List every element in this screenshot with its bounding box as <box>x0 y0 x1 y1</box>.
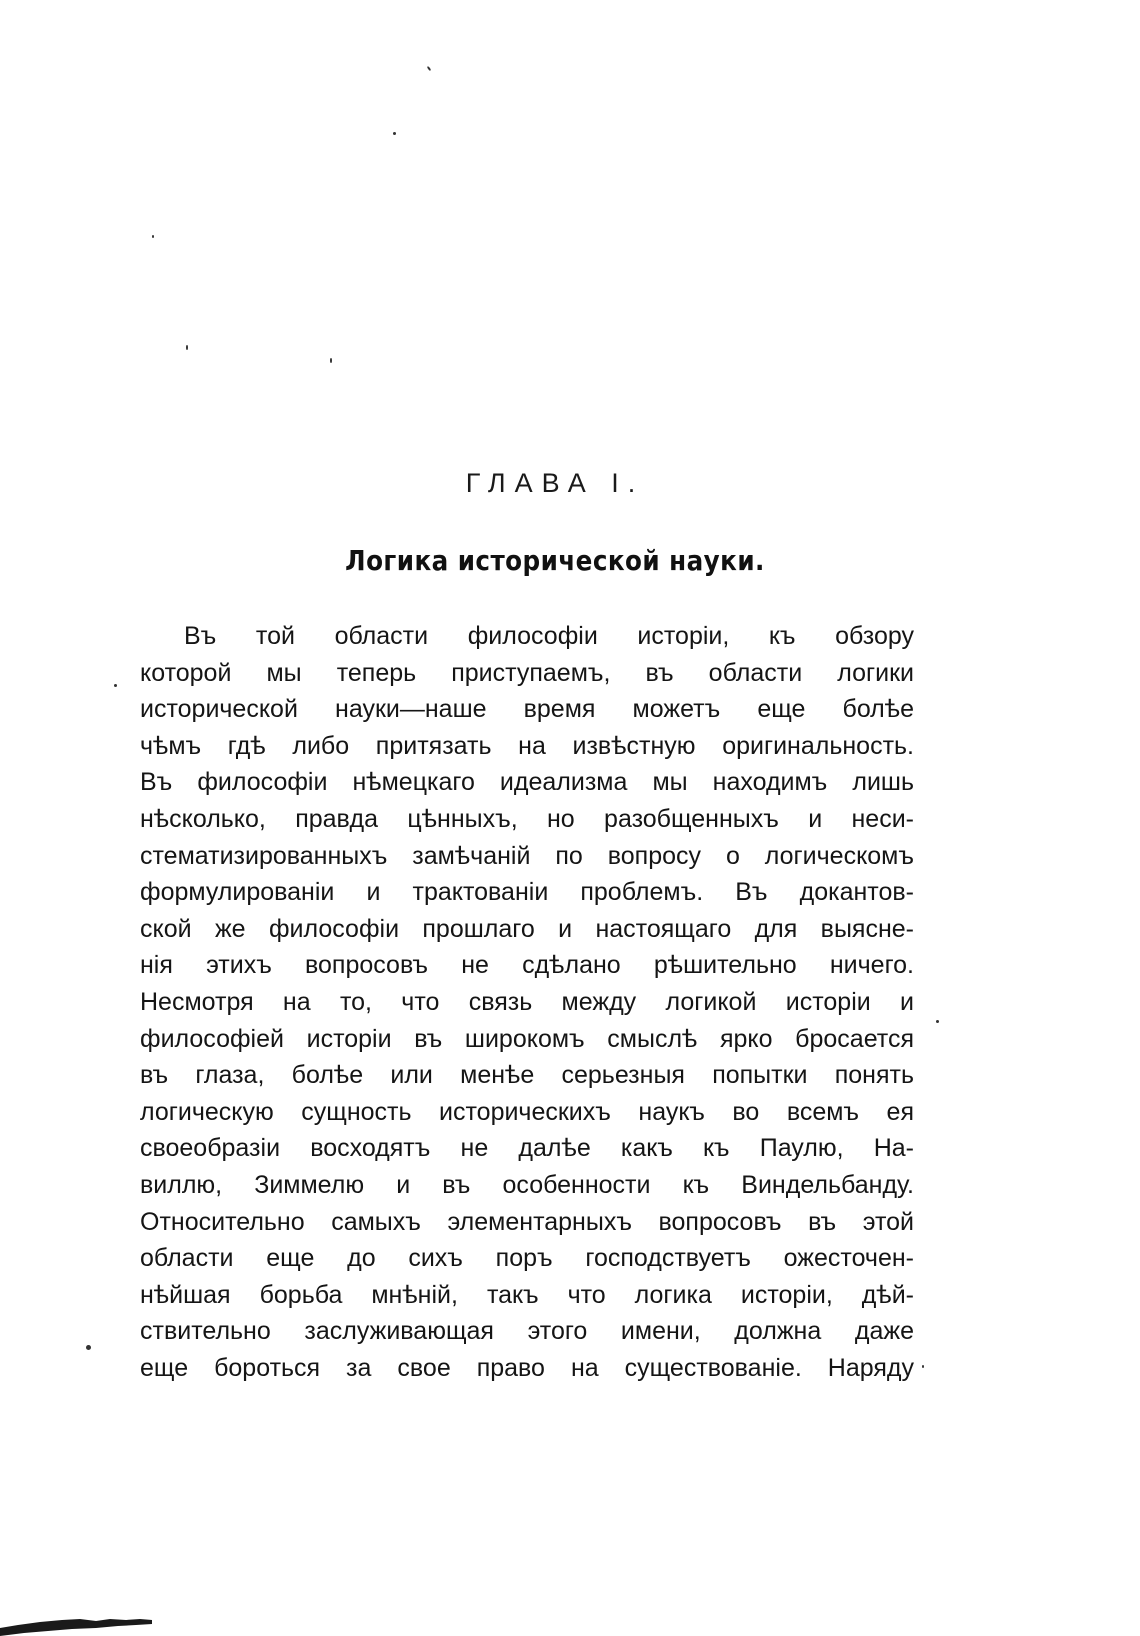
scan-speck <box>330 358 332 363</box>
text-line: стематизированныхъ замѣчаній по вопросу о логическомъ <box>140 841 914 870</box>
body-paragraph <box>140 618 914 1386</box>
scan-edge-mark <box>0 1608 152 1636</box>
text-line: Въ той области философіи исторіи, къ обзору <box>184 622 914 650</box>
text-line: Несмотря на то, что связь между логикой исторіи и <box>140 987 914 1016</box>
text-line: виллю, Зиммелю и въ особенности къ Виндельбанду. <box>140 1170 914 1199</box>
text-line: которой мы теперь приступаемъ, въ области логики <box>140 658 914 687</box>
scan-speck <box>114 684 117 687</box>
scan-speck <box>186 345 188 350</box>
text-line: нѣйшая борьба мнѣній, такъ что логика исторіи, дѣй- <box>140 1280 914 1309</box>
text-line: исторической науки—наше время можетъ еще болѣе <box>140 695 914 724</box>
text-line: области еще до сихъ поръ господствуетъ ожесточен- <box>140 1244 914 1273</box>
text-line: ской же философіи прошлаго и настоящаго для выясне- <box>140 914 914 943</box>
text-line: Въ философіи нѣмецкаго идеализма мы находимъ лишь <box>140 768 914 797</box>
text-line: еще бороться за свое право на существованіе. Наряду <box>140 1353 914 1382</box>
text-line: философіей исторіи въ широкомъ смыслѣ ярко бросается <box>140 1024 914 1053</box>
scan-speck <box>922 1365 924 1368</box>
text-line: формулированіи и трактованіи проблемъ. Въ докантов- <box>140 878 914 907</box>
scan-speck <box>393 132 396 135</box>
scan-speck <box>936 1020 939 1023</box>
text-line: логическую сущность историческихъ наукъ во всемъ ея <box>140 1097 914 1126</box>
text-line: въ глаза, болѣе или менѣе серьезныя попытки понять <box>140 1061 914 1090</box>
chapter-title: Логика исторической науки. <box>345 544 765 577</box>
scan-speck <box>86 1345 91 1350</box>
chapter-label: ГЛАВА I. <box>465 468 645 498</box>
scan-speck <box>152 235 154 238</box>
text-line: ствительно заслуживающая этого имени, должна даже <box>140 1317 914 1346</box>
text-line: чѣмъ гдѣ либо притязать на извѣстную оригинальность. <box>140 731 914 760</box>
text-line: нія этихъ вопросовъ не сдѣлано рѣшительно ничего. <box>140 951 914 980</box>
text-line: нѣсколько, правда цѣнныхъ, но разобщенныхъ и неси- <box>140 804 914 833</box>
text-line: своеобразіи восходятъ не далѣе какъ къ Паулю, На- <box>140 1134 914 1163</box>
scan-speck <box>427 66 432 71</box>
text-line: Относительно самыхъ элементарныхъ вопросовъ въ этой <box>140 1207 914 1236</box>
